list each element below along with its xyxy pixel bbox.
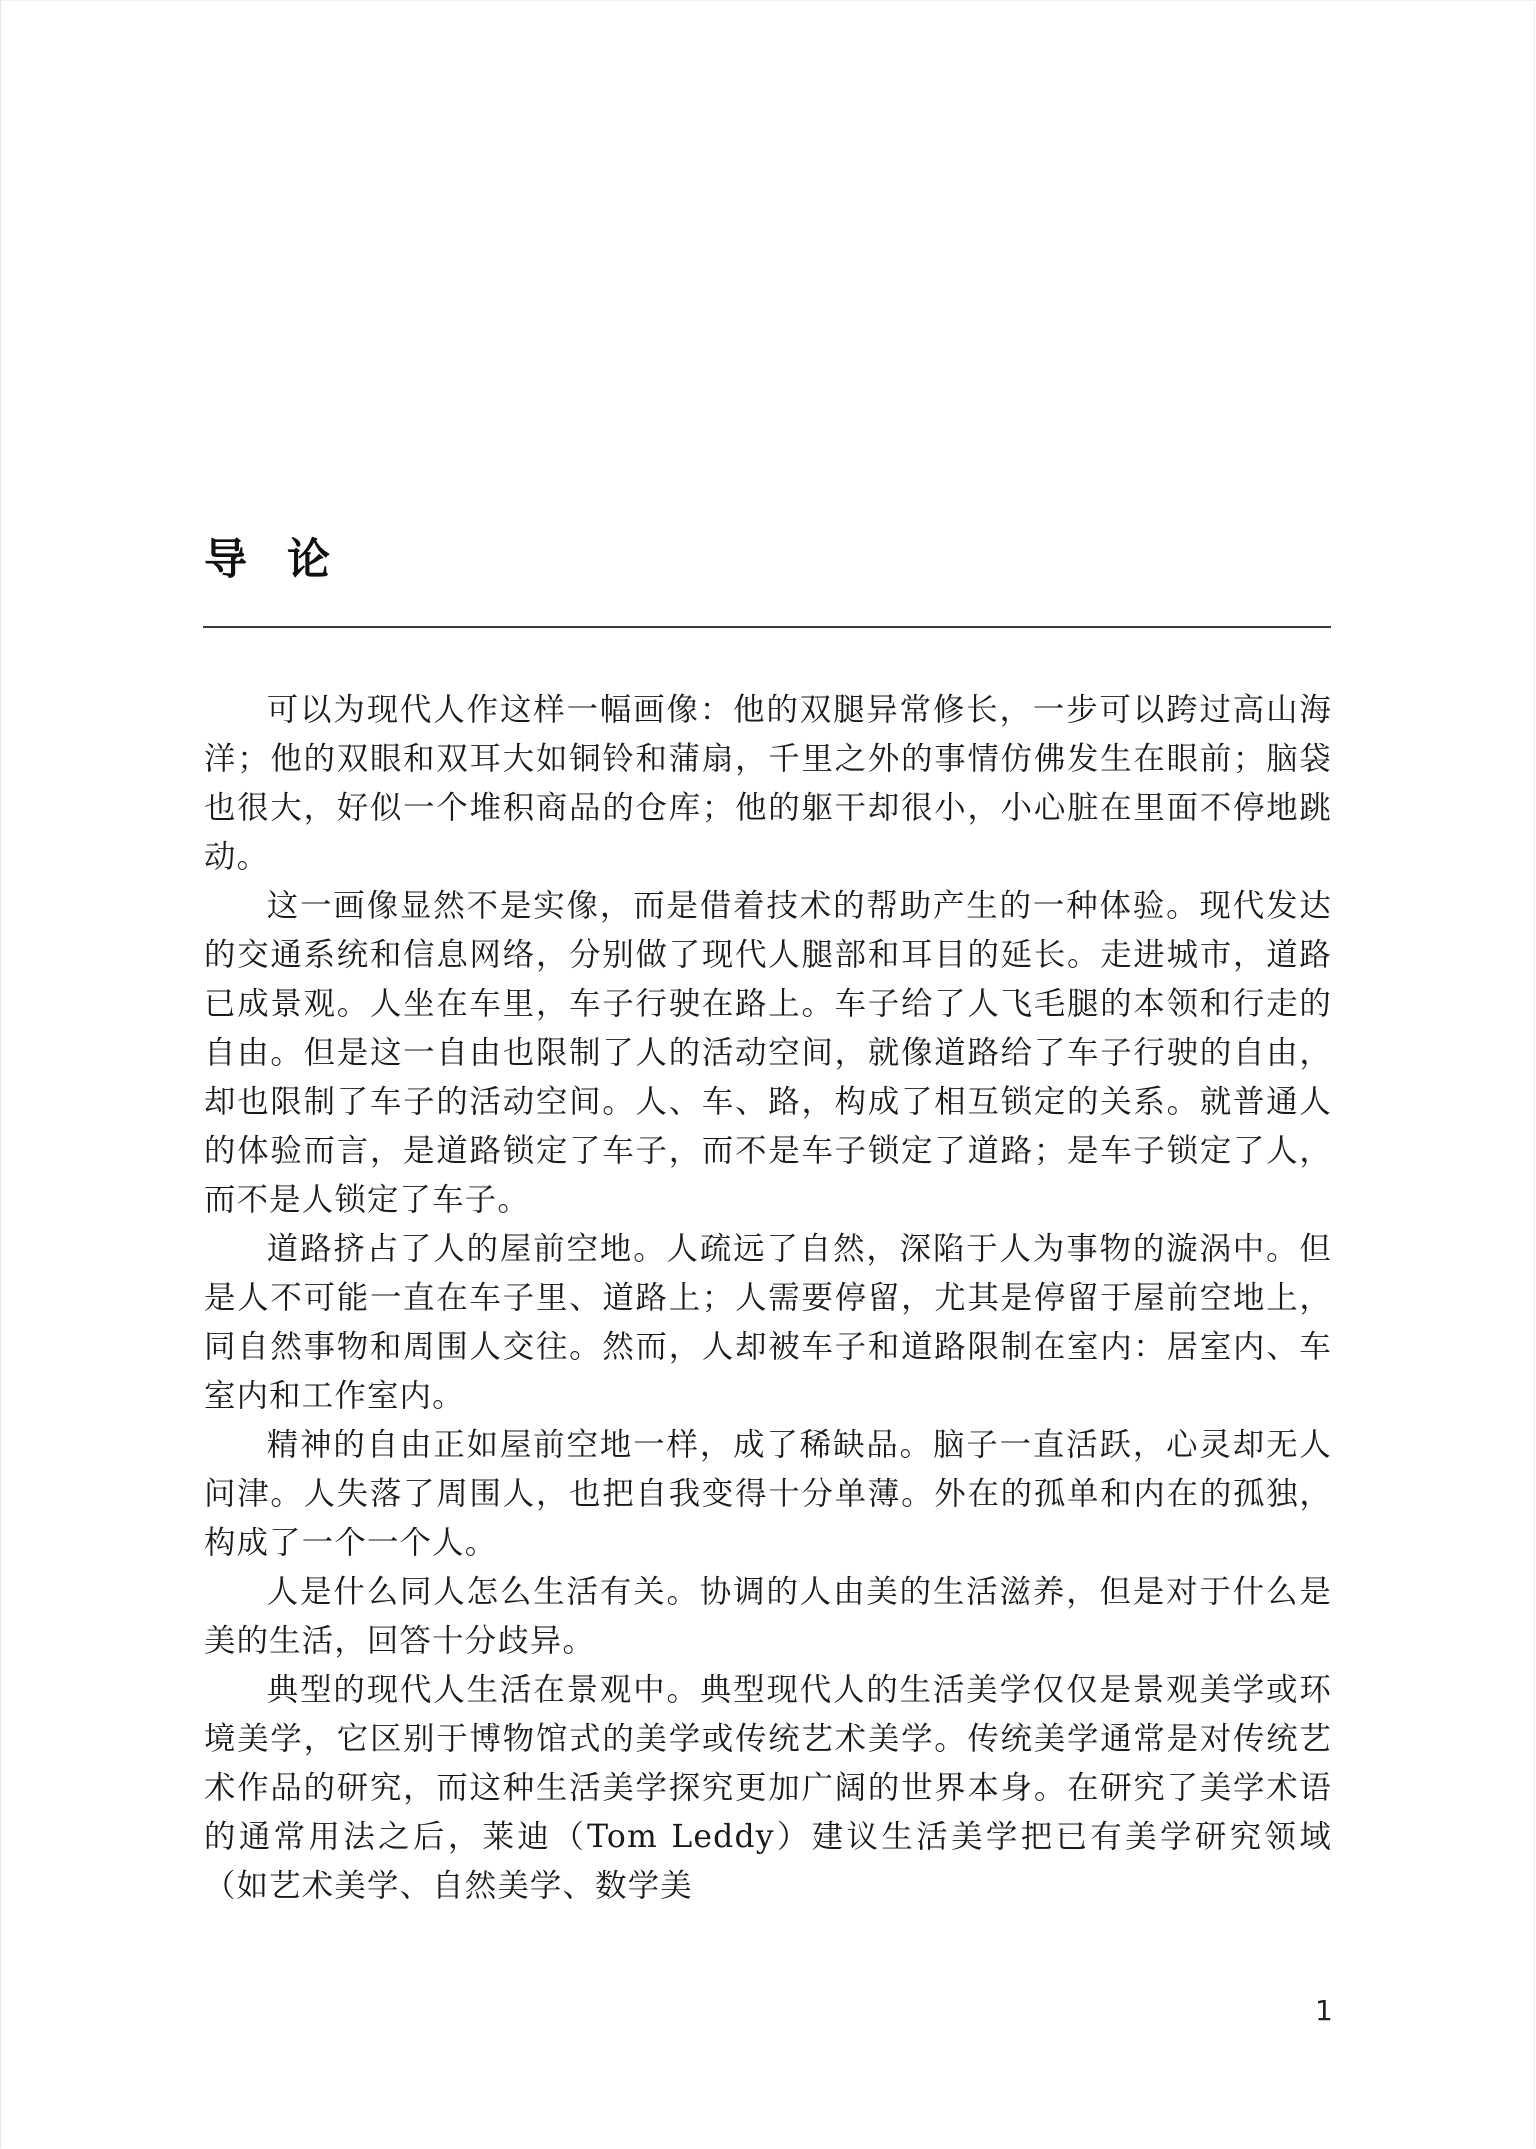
page-number: 1 [1315,1994,1333,2027]
paragraph: 人是什么同人怎么生活有关。协调的人由美的生活滋养，但是对于什么是美的生活，回答十分歧异。 [204,1574,1332,1659]
title-divider [203,626,1331,628]
chapter-title: 导论 [204,535,370,585]
paragraph: 可以为现代人作这样一幅画像：他的双腿异常修长，一步可以跨过高山海洋；他的双眼和双耳大如铜铃和蒲扇，千里之外的事情仿佛发生在眼前；脑袋也很大，好似一个堆积商品的仓库；他的躯干却很小，小心脏在里面不停地跳动。 [204,692,1332,875]
body-text [204,686,1332,1911]
paragraph: 典型的现代人生活在景观中。典型现代人的生活美学仅仅是景观美学或环境美学，它区别于博物馆式的美学或传统艺术美学。传统美学通常是对传统艺术作品的研究，而这种生活美学探究更加广阔的世界本身。在研究了美学术语的通常用法之后，莱迪（Tom Leddy）建议生活美学把已有美学研究领域（如艺术美学、自然美学、数学美 [204,1672,1332,1904]
paragraph: 精神的自由正如屋前空地一样，成了稀缺品。脑子一直活跃，心灵却无人问津。人失落了周围人，也把自我变得十分单薄。外在的孤单和内在的孤独，构成了一个一个人。 [204,1427,1332,1561]
paragraph: 道路挤占了人的屋前空地。人疏远了自然，深陷于人为事物的漩涡中。但是人不可能一直在车子里、道路上；人需要停留，尤其是停留于屋前空地上，同自然事物和周围人交往。然而，人却被车子和道路限制在室内：居室内、车室内和工作室内。 [204,1231,1332,1414]
paragraph: 这一画像显然不是实像，而是借着技术的帮助产生的一种体验。现代发达的交通系统和信息网络，分别做了现代人腿部和耳目的延长。走进城市，道路已成景观。人坐在车里，车子行驶在路上。车子给了人飞毛腿的本领和行走的自由。但是这一自由也限制了人的活动空间，就像道路给了车子行驶的自由，却也限制了车子的活动空间。人、车、路，构成了相互锁定的关系。就普通人的体验而言，是道路锁定了车子，而不是车子锁定了道路；是车子锁定了人，而不是人锁定了车子。 [204,888,1332,1218]
